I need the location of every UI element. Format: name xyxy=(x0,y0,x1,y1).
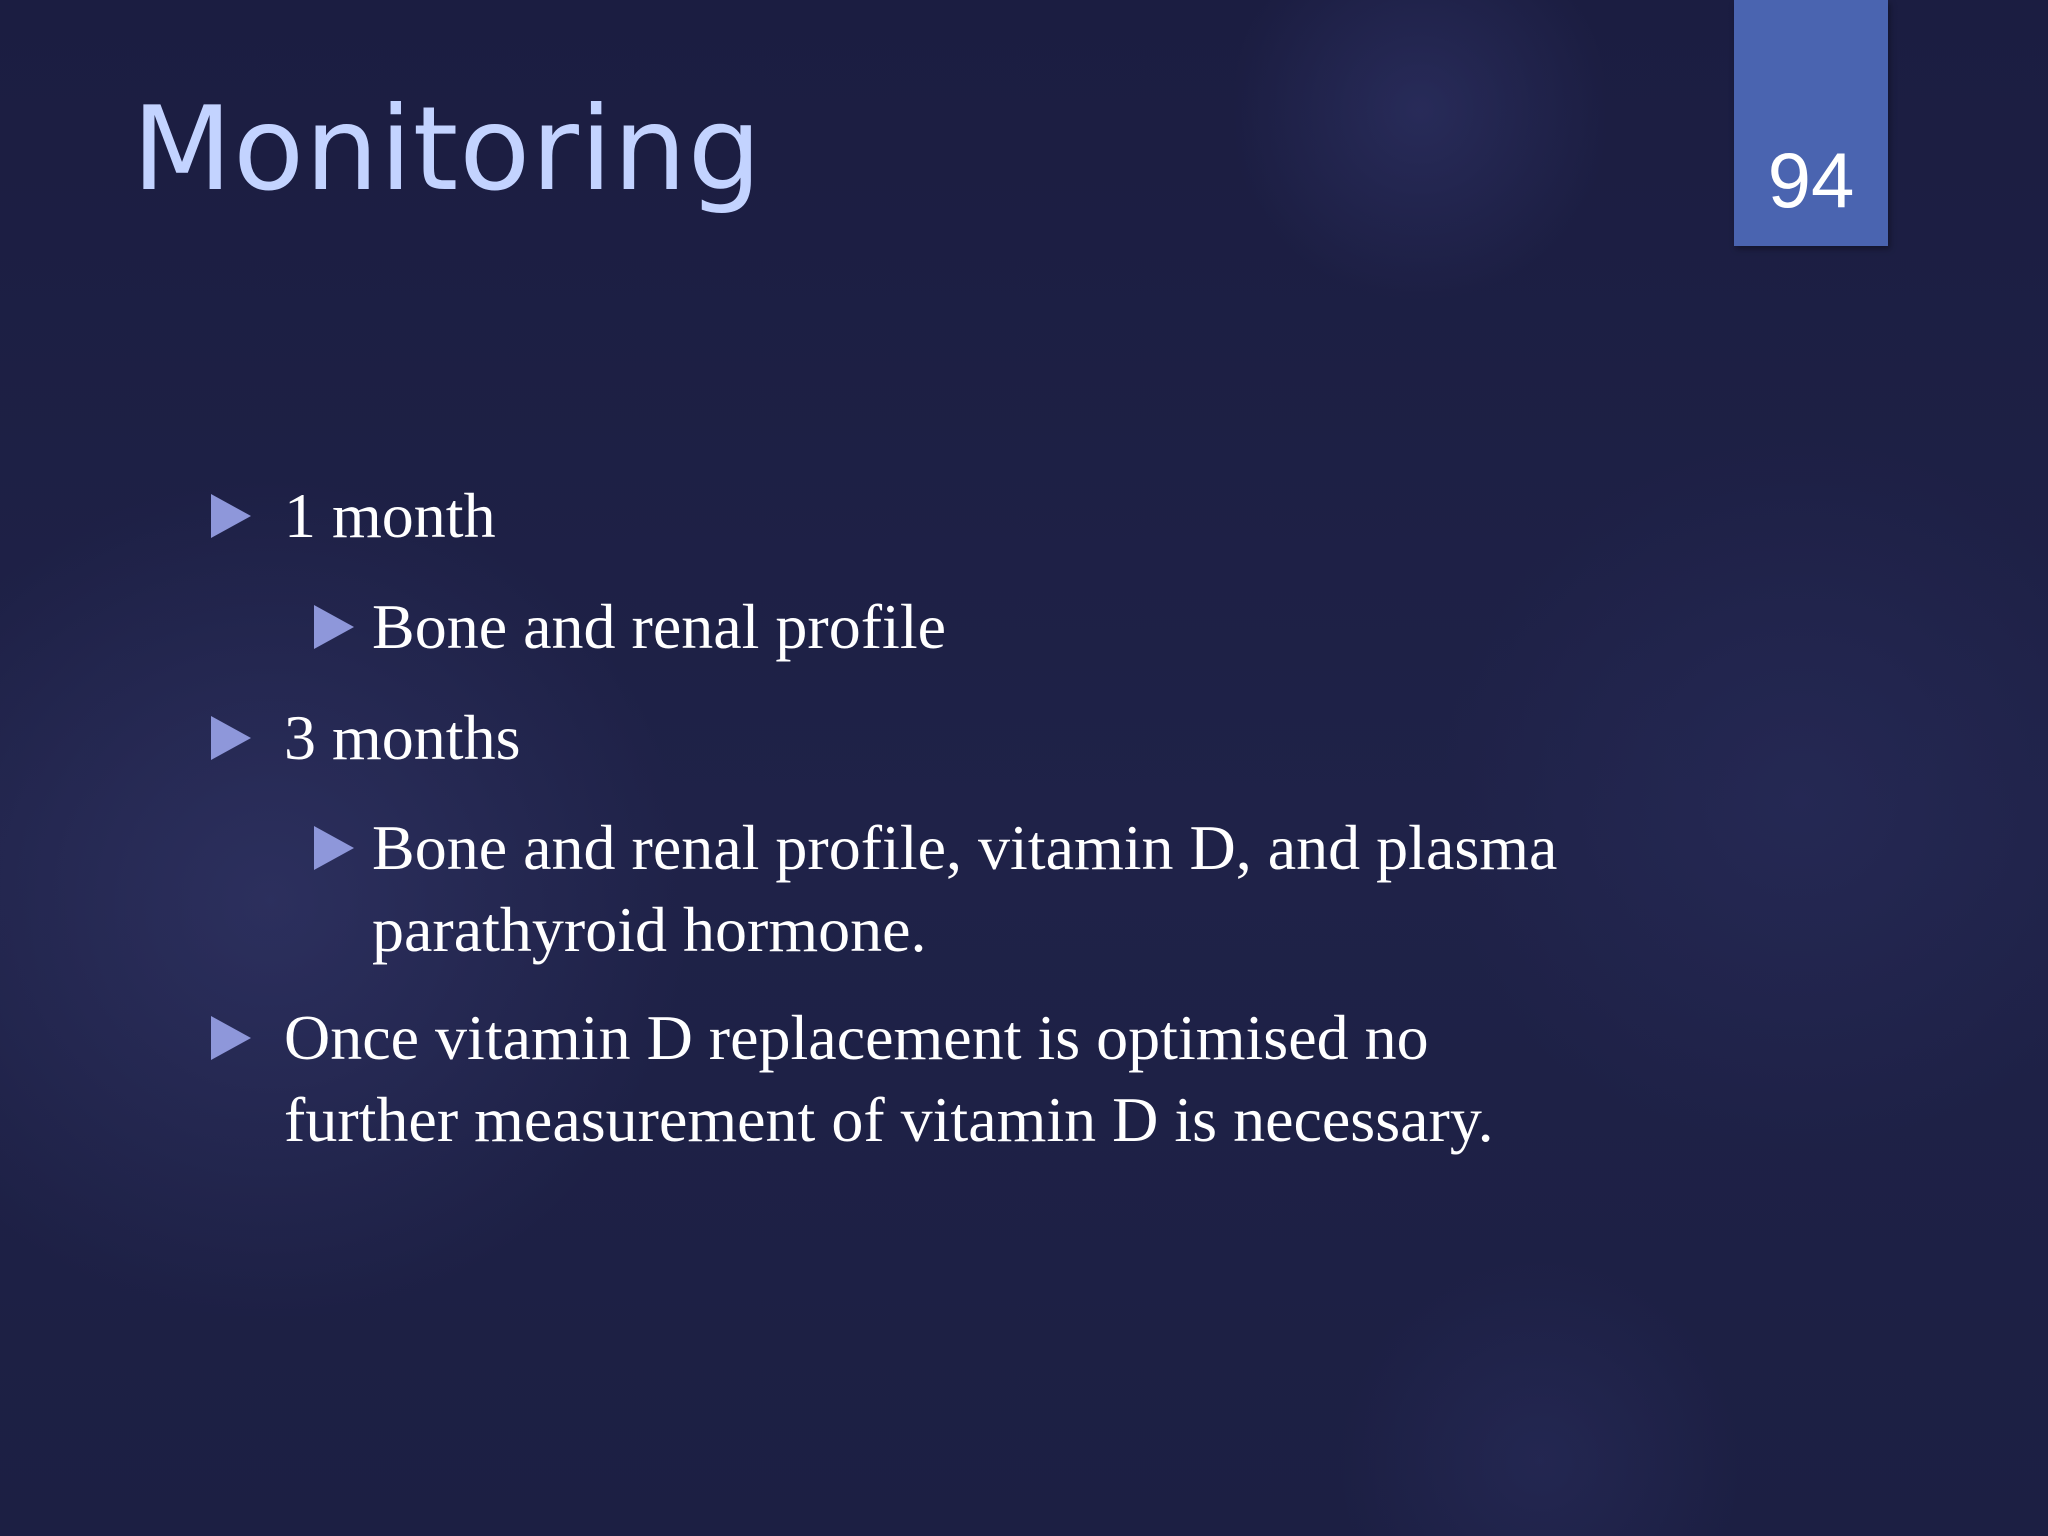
bullet-line: Bone and renal profile xyxy=(372,591,946,662)
triangle-right-icon xyxy=(314,826,354,870)
bullet-item xyxy=(0,586,1500,668)
bullet-line: Bone and renal profile, vitamin D, and plasma xyxy=(372,812,1558,883)
triangle-right-icon xyxy=(211,494,251,538)
triangle-right-icon xyxy=(211,716,251,760)
bullet-line: 1 month xyxy=(284,480,496,551)
slide-title: Monitoring xyxy=(132,82,763,217)
bullet-text xyxy=(284,697,520,779)
bullet-text xyxy=(284,997,1494,1161)
bullet-item xyxy=(0,697,1500,779)
bullet-text xyxy=(372,807,1557,971)
bullet-text xyxy=(372,586,946,668)
bullet-item xyxy=(0,997,1500,1161)
bullet-line: further measurement of vitamin D is necessary. xyxy=(284,1084,1494,1155)
bullet-line: 3 months xyxy=(284,702,521,773)
triangle-right-icon xyxy=(211,1016,251,1060)
bullet-item xyxy=(0,475,1500,557)
page-number-badge xyxy=(1734,0,1888,246)
bullet-text xyxy=(284,475,496,557)
page-number: 94 xyxy=(1767,136,1855,224)
bullet-line: Once vitamin D replacement is optimised no xyxy=(284,1002,1429,1073)
bullet-line: parathyroid hormone. xyxy=(372,894,927,965)
bullet-item xyxy=(0,807,1558,971)
triangle-right-icon xyxy=(314,605,354,649)
